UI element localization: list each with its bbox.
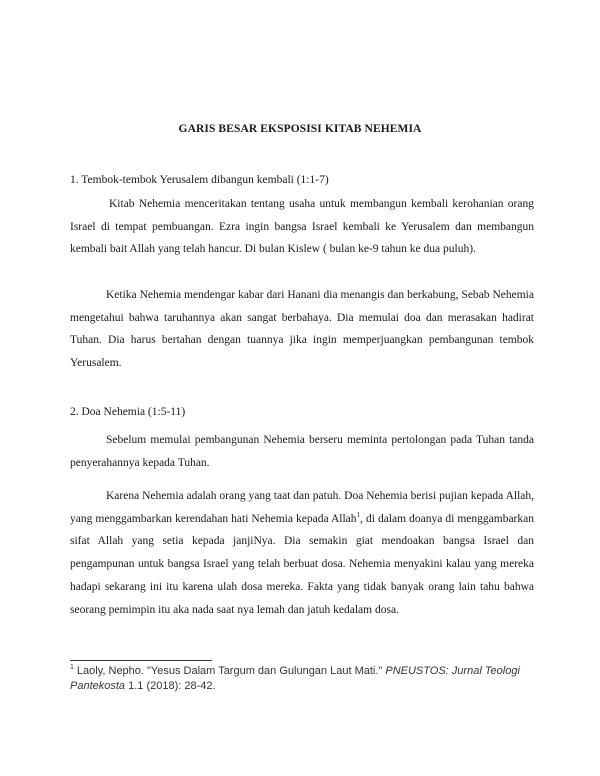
section-1-heading: 1. Tembok-tembok Yerusalem dibangun kembali (1:1-7) (70, 174, 329, 186)
section-2-paragraph-1 (70, 429, 534, 474)
section-1-paragraph-1-text: Kitab Nehemia menceritakan tentang usaha untuk membangun kembali kerohanian orang Israel di tempat pembuangan. Ezra ingin bangsa Israel kembali ke Yerusalem dan membangun kembali bait Allah yang telah hancur. Di bulan Kislew ( bulan ke-9 tahun ke dua puluh). (70, 198, 534, 256)
footnote (70, 664, 520, 694)
document-title: GARIS BESAR EKSPOSISI KITAB NEHEMIA (178, 123, 422, 135)
footnote-reference[interactable]: 1 (356, 510, 361, 519)
footnote-mark: 1 (70, 664, 74, 672)
section-2-heading: 2. Doa Nehemia (1:5-11) (70, 406, 186, 418)
section-2-paragraph-2 (70, 485, 534, 621)
section-2-paragraph-1-text: Sebelum memulai pembangunan Nehemia berseru meminta pertolongan pada Tuhan tanda penyerahannya kepada Tuhan. (70, 434, 534, 469)
section-1-paragraph-2-text: Ketika Nehemia mendengar kabar dari Hanani dia menangis dan berkabung, Sebab Nehemia mengetahui bahwa taruhannya akan sangat berbahaya. Dia memulai doa dan merasakan hadirat Tuhan. Dia harus bertahan dengan tuannya jika ingin memperjuangkan pembangunan tembok Yerusalem. (70, 289, 534, 370)
section-1-paragraph-2 (70, 284, 534, 375)
footnote-text: Laoly, Nepho. "Yesus Dalam Targum dan Gulungan Laut Mati." (76, 665, 386, 677)
section-1-paragraph-1 (70, 193, 534, 261)
footnote-journal-title: PNEUSTOS: Jurnal Teologi Pantekosta (70, 665, 520, 692)
section-2-paragraph-2-text-before: Karena Nehemia adalah orang yang taat dan patuh. Doa Nehemia berisi pujian kepada Allah, yang menggambarkan kerendahan hati Nehemia kepada Allah (70, 490, 534, 525)
footnote-citation-tail: 1.1 (2018): 28-42. (125, 680, 216, 692)
footnote-separator (70, 660, 212, 661)
section-2-paragraph-2-text-after: , di dalam doanya di menggambarkan sifat Allah yang setia kepada janjiNya. Dia semakin giat mendoakan bangsa Israel dan pengampunan untuk bangsa Israel yang telah berbuat dosa. Nehemia menyakini kalau yang mereka hadapi sekarang ini itu karena ulah dosa mereka. Fakta yang tidak banyak orang lain tahu bahwa seorang pemimpin itu aka nada saat nya lemah dan jatuh kedalam dosa. (70, 512, 534, 616)
